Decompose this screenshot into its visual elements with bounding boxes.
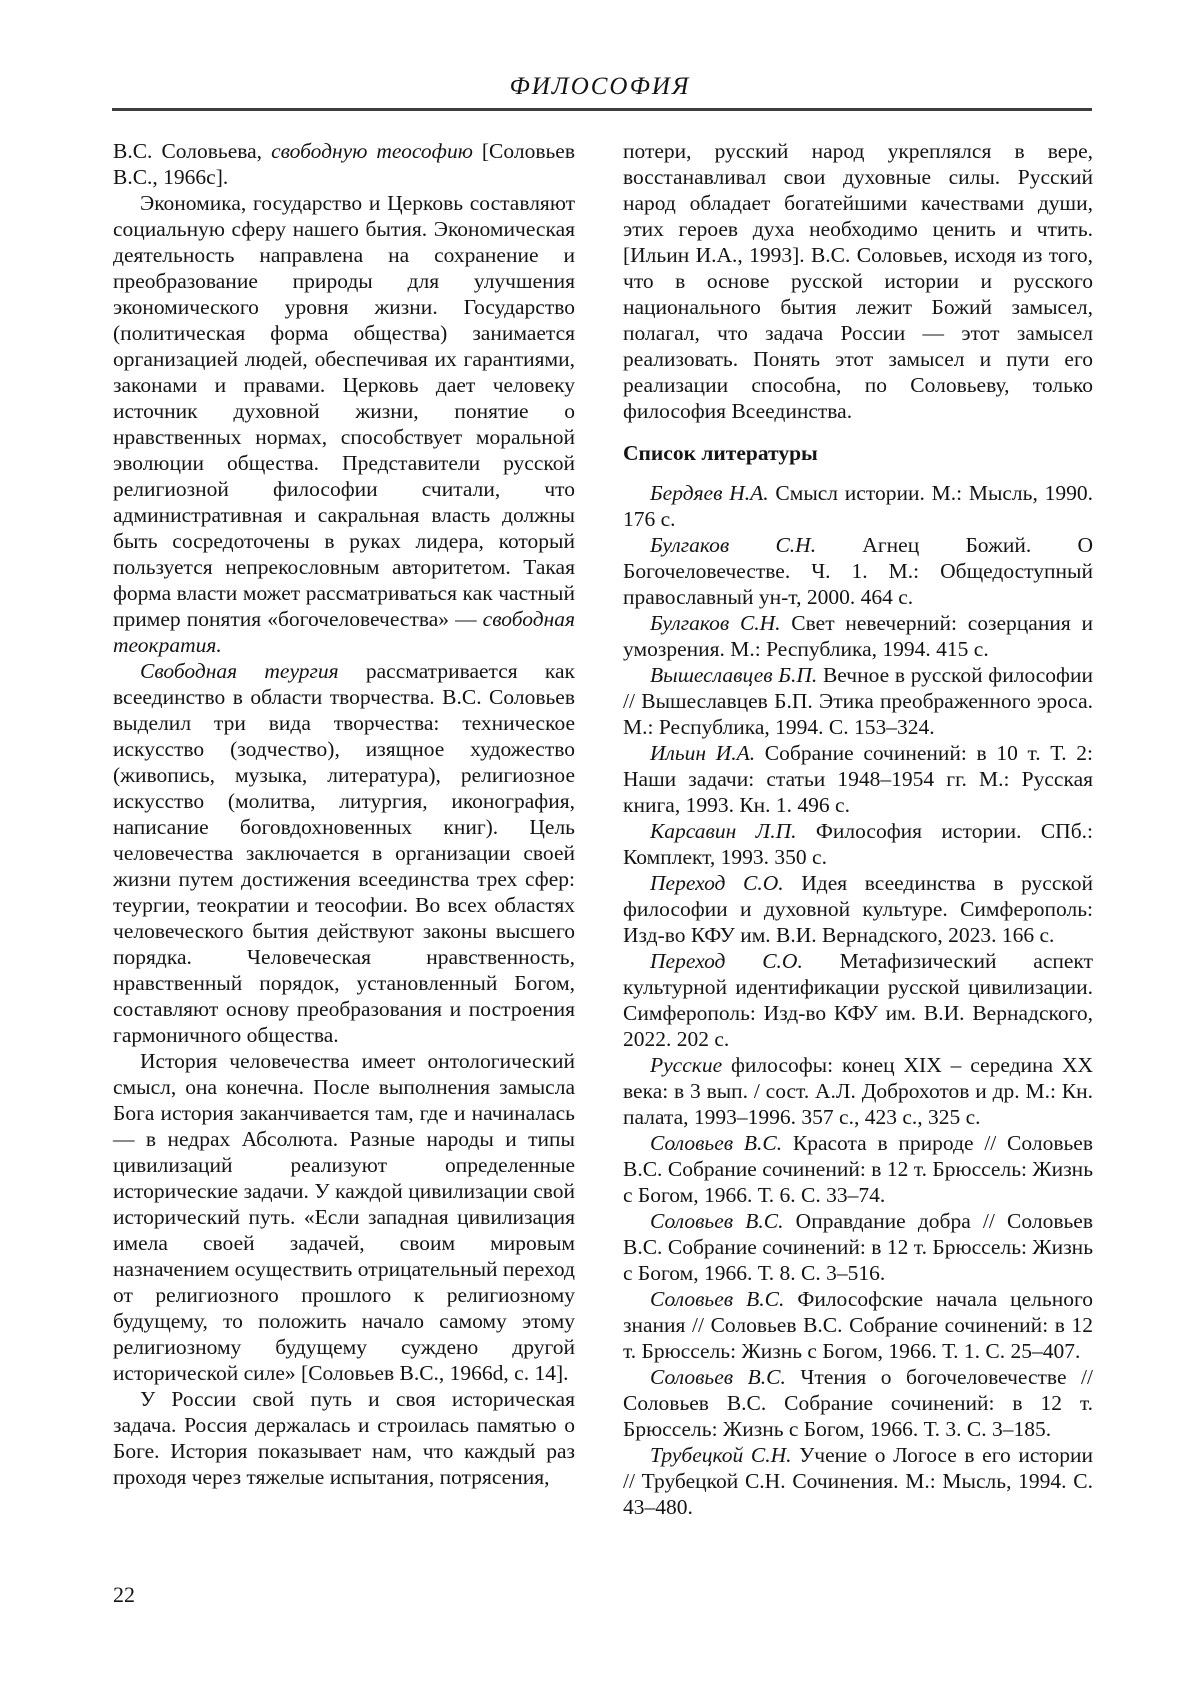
reference-text: Вечное в русской философии // Вышеславцев Б.П. Этика преображенного эроса. М.: Республика, 1994. С. 153–324.	[623, 663, 1093, 739]
paragraph-text: [Соловьев В.С., 1966c].	[113, 139, 575, 189]
reference-item	[623, 870, 1093, 948]
page-number: 22	[113, 1582, 135, 1607]
reference-item	[623, 1130, 1093, 1208]
reference-author: Трубецкой С.Н.	[650, 1443, 792, 1467]
reference-item	[623, 1286, 1093, 1364]
reference-text: Чтения о богочеловечестве // Соловьев В.С. Собрание сочинений: в 12 т. Брюссель: Жизнь с Богом, 1966. Т. 3. С. 3–185.	[623, 1365, 1093, 1441]
reference-item	[623, 532, 1093, 610]
paragraph-text: рассматривается как всеединство в области творчества. В.С. Соловьев выделил три вида творчества: техническое искусство (зодчество), изящное художество (живопись, музыка, литература), религиозное искусство (молитва, литургия, иконография, написание боговдохновенных книг). Цель человечества заключается в организации своей жизни путем достижения всеединства трех сфер: теургии, теократии и теософии. Во всех областях человеческого бытия действуют законы высшего порядка. Человеческая нравственность, нравственный порядок, установленный Богом, составляют основу преобразования и построения гармоничного общества.	[113, 659, 575, 1047]
body-paragraph	[113, 190, 575, 658]
reference-text: Свет невечерний: созерцания и умозрения. М.: Республика, 1994. 415 с.	[623, 611, 1093, 661]
reference-author: Бердяев Н.А.	[650, 481, 769, 505]
left-column	[113, 138, 575, 1520]
reference-item	[623, 1364, 1093, 1442]
reference-text: Учение о Логосе в его истории // Трубецкой С.Н. Сочинения. М.: Мысль, 1994. С. 43–480.	[623, 1443, 1093, 1519]
reference-author: Булгаков С.Н.	[650, 533, 817, 557]
reference-text: Оправдание добра // Соловьев В.С. Собрание сочинений: в 12 т. Брюссель: Жизнь с Богом, 1966. Т. 8. С. 3–516.	[623, 1209, 1093, 1285]
right-column	[623, 138, 1093, 1520]
reference-text: Метафизический аспект культурной идентификации русской цивилизации. Симферополь: Изд-во КФУ им. В.И. Вернадского, 2022. 202 с.	[623, 949, 1093, 1051]
reference-author: Булгаков С.Н.	[650, 611, 781, 635]
body-paragraph	[113, 658, 575, 1048]
reference-author: Соловьев В.С.	[650, 1131, 783, 1155]
body-paragraph: У России свой путь и своя историческая задача. Россия держалась и строилась памятью о Боге. История показывает нам, что каждый раз проходя через тяжелые испытания, потрясения,	[113, 1387, 575, 1489]
running-head: ФИЛОСОФИЯ	[509, 73, 691, 100]
reference-text: Агнец Божий. О Богочеловечестве. Ч. 1. М.: Общедоступный православный ун-т, 2000. 464 с.	[623, 533, 1093, 609]
reference-author: Переход С.О.	[650, 871, 784, 895]
italic-term: свободную теософию	[271, 139, 473, 163]
reference-text: Идея всеединства в русской философии и духовной культуре. Симферополь: Изд-во КФУ им. В.И. Вернадского, 2023. 166 с.	[623, 871, 1093, 947]
reference-item	[623, 818, 1093, 870]
header-rule	[112, 108, 1092, 111]
reference-author: Карсавин Л.П.	[650, 819, 797, 843]
body-paragraph	[113, 138, 575, 190]
reference-text: Собрание сочинений: в 10 т. Т. 2: Наши задачи: статьи 1948–1954 гг. М.: Русская книга, 1993. Кн. 1. 496 с.	[623, 741, 1093, 817]
paragraph-text: В.С. Соловьева,	[113, 139, 272, 163]
reference-author: Соловьев В.С.	[650, 1287, 785, 1311]
references-heading: Список литературы	[623, 441, 818, 465]
reference-text: Философские начала цельного знания // Соловьев В.С. Собрание сочинений: в 12 т. Брюссель: Жизнь с Богом, 1966. Т. 1. С. 25–407.	[623, 1287, 1093, 1363]
reference-author: Соловьев В.С.	[650, 1365, 786, 1389]
reference-text: Красота в природе // Соловьев В.С. Собрание сочинений: в 12 т. Брюссель: Жизнь с Богом, 1966. Т. 6. С. 33–74.	[623, 1131, 1093, 1207]
italic-term: Свободная теургия	[140, 659, 339, 683]
reference-item	[623, 740, 1093, 818]
reference-author: Переход С.О.	[650, 949, 803, 973]
reference-author: Ильин И.А.	[650, 741, 756, 765]
reference-text: Смысл истории. М.: Мысль, 1990. 176 с.	[623, 481, 1093, 531]
reference-text: философы: конец XIX – середина XX века: в 3 вып. / сост. А.Л. Доброхотов и др. М.: Кн. палата, 1993–1996. 357 с., 423 с., 325 с.	[623, 1053, 1093, 1129]
reference-author: Соловьев В.С.	[650, 1209, 784, 1233]
reference-item	[623, 662, 1093, 740]
two-column-body	[113, 138, 1093, 1520]
reference-item	[623, 948, 1093, 1052]
reference-item	[623, 1208, 1093, 1286]
body-paragraph: История человечества имеет онтологический смысл, она конечна. После выполнения замысла Бога история заканчивается там, где и начиналась — в недрах Абсолюта. Разные народы и типы цивилизаций реализуют определенные исторические задачи. У каждой цивилизации свой исторический путь. «Если западная цивилизация имела своей задачей, своим мировым назначением осуществить отрицательный переход от религиозного прошлого к религиозному будущему, то положить начало самому этому религиозному будущему суждено другой исторической силе» [Соловьев В.С., 1966d, с. 14].	[113, 1049, 575, 1385]
reference-item	[623, 610, 1093, 662]
reference-text: Философия истории. СПб.: Комплект, 1993. 350 с.	[623, 819, 1093, 869]
italic-term: свободная теократия.	[113, 607, 575, 657]
body-paragraph: потери, русский народ укреплялся в вере, восстанавливал свои духовные силы. Русский народ обладает богатейшими качествами души, этих героев духа необходимо ценить и чтить. [Ильин И.А., 1993]. В.С. Соловьев, исходя из того, что в основе русской истории и русского национального бытия лежит Божий замысел, полагал, что задача России — этот замысел реализовать. Понять этот замысел и пути его реализации способна, по Соловьеву, только философия Всеединства.	[623, 139, 1093, 423]
reference-item	[623, 1052, 1093, 1130]
paragraph-text: Экономика, государство и Церковь составляют социальную сферу нашего бытия. Экономическая деятельность направлена на сохранение и преобразование природы для улучшения экономического уровня жизни. Государство (политическая форма общества) занимается организацией людей, обеспечивая их гарантиями, законами и правами. Церковь дает человеку источник духовной жизни, понятие о нравственных нормах, способствует моральной эволюции общества. Представители русской религиозной философии считали, что административная и сакральная власть должны быть сосредоточены в руках лидера, который пользуется непрекословным авторитетом. Такая форма власти может рассматриваться как частный пример понятия «богочеловечества» —	[113, 191, 575, 631]
reference-author: Вышеславцев Б.П.	[650, 663, 818, 687]
reference-author: Русские	[650, 1053, 723, 1077]
reference-item	[623, 480, 1093, 532]
reference-item	[623, 1442, 1093, 1520]
